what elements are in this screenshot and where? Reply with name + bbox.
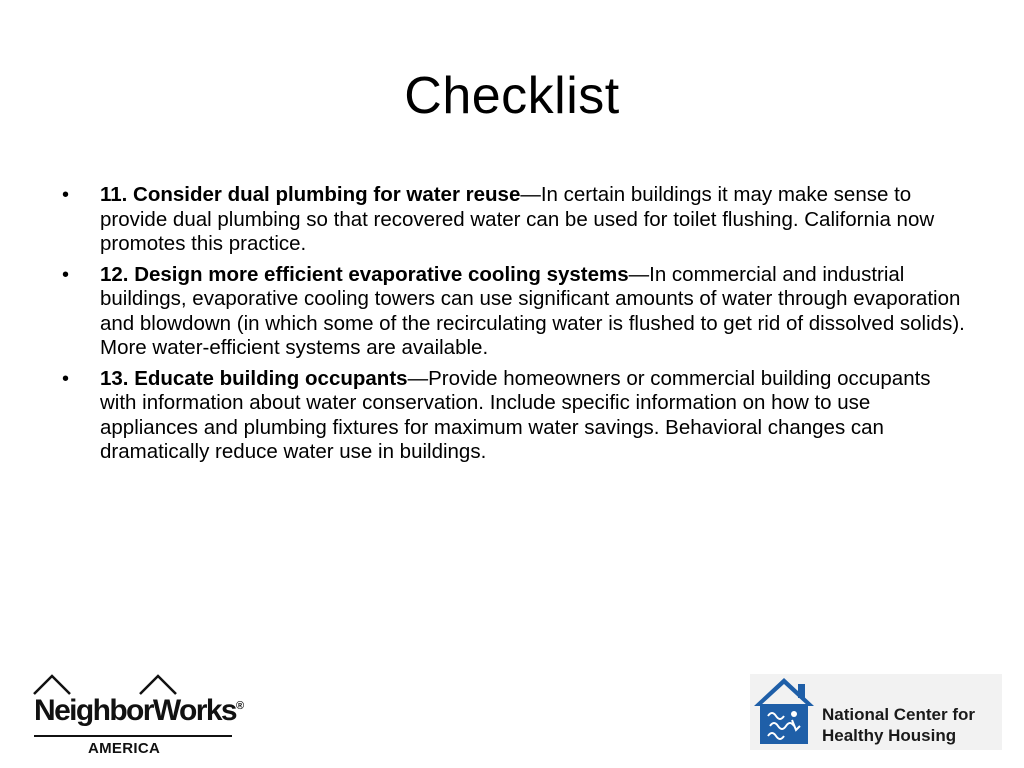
item-text: —Provide homeowners or commercial building occupants with information about water conservation. Include specific information on how to use appliances and plumbing fixtures for maximum water savings. Behavioral changes can dramatically reduce water use in buildings. xyxy=(100,366,931,463)
item-heading: 11. Consider dual plumbing for water reuse xyxy=(100,183,521,206)
house-icon xyxy=(750,674,820,750)
bullet-icon: • xyxy=(62,367,70,390)
item-heading: 13. Educate building occupants xyxy=(100,366,408,390)
item-text: —In certain buildings it may make sense to provide dual plumbing so that recovered water can be used for toilet flushing. California now promotes this practice. xyxy=(100,183,935,255)
nchh-logo xyxy=(750,674,1002,750)
item-text: —In commercial and industrial buildings, evaporative cooling towers can use significant amounts of water through evaporation and blowdown (in which some of the recirculating water is flushed to get rid of dissolved solids). More water-efficient systems are available. xyxy=(100,262,965,359)
neighborworks-logo xyxy=(30,672,245,760)
bullet-icon: • xyxy=(62,184,70,206)
bullet-icon: • xyxy=(62,263,70,286)
list-item xyxy=(62,367,972,465)
nchh-wordmark: National Center for Healthy Housing xyxy=(822,705,976,745)
neighborworks-subtitle: AMERICA xyxy=(88,740,161,757)
list-item xyxy=(62,183,972,257)
list-item xyxy=(62,263,972,361)
item-heading: 12. Design more efficient evaporative cooling systems xyxy=(100,262,629,286)
neighborworks-wordmark: NeighborWorks® xyxy=(34,694,245,727)
logo-divider xyxy=(34,735,232,737)
slide-title: Checklist xyxy=(404,67,620,125)
checklist xyxy=(62,183,972,471)
